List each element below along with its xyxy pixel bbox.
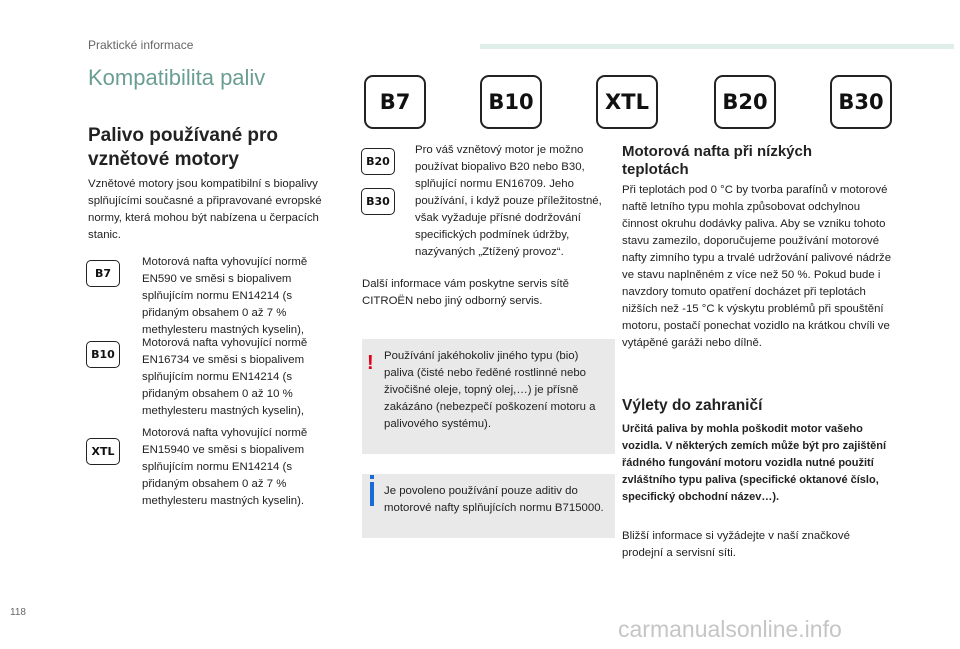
b7-description: Motorová nafta vyhovující normě EN590 ve směsi s biopalivem splňujícím normu EN14214 (s přidaným obsahem 0 až 7 % methylesteru mastných kyselin),: [142, 256, 308, 336]
more-info-text: Další informace vám poskytne servis sítě CITROËN nebo jiný odborný servis.: [362, 278, 570, 307]
page-number: 118: [10, 607, 26, 618]
warning-text: Používání jakéhokoliv jiného typu (bio) paliva (čisté nebo ředěné rostlinné nebo živočišné oleje, topný olej,…) je přísně zakázáno (nebezpečí poškození motoru a palivového systému).: [384, 350, 596, 430]
xtl-description: Motorová nafta vyhovující normě EN15940 ve směsi s biopalivem splňujícím normu EN14214 (s přidaným obsahem 0 až 7 % methylesteru mastných kyselin).: [142, 427, 308, 507]
diesel-intro-text: Vznětové motory jsou kompatibilní s biopalivy splňujícími současné a připravované evropské normy, která mohou být nabízena u čerpacích stanic.: [88, 178, 322, 241]
diesel-fuel-heading: Palivo používané pro vznětové motory: [88, 125, 279, 170]
info-text: Je povoleno používání pouze aditiv do motorové nafty splňujících normu B715000.: [384, 485, 604, 514]
warning-icon: !: [367, 352, 374, 374]
info-icon: [370, 482, 374, 506]
b10-description: Motorová nafta vyhovující normě EN16734 ve směsi s biopalivem splňujícím normu EN14214 (s přidaným obsahem 0 až 10 % methylesteru mastných kyselin),: [142, 337, 308, 417]
section-header: Praktické informace: [88, 38, 194, 52]
page-title: Kompatibilita paliv: [88, 65, 266, 90]
b20-b30-description: Pro váš vznětový motor je možno používat biopalivo B20 nebo B30, splňující normu EN16709. Jeho používání, i když pouze příležitostné, však vyžaduje přísné dodržování specifických podmínek údržby, nazývaných „Ztížený provoz“.: [415, 144, 602, 258]
warning-note: [362, 339, 615, 454]
xtl-fuel-label-icon-large: XTL: [596, 75, 658, 129]
travel-abroad-closing-text: Bližší informace si vyžádejte v naší značkové prodejní a servisní síti.: [622, 530, 850, 559]
b30-fuel-label-icon-large: B30: [830, 75, 892, 129]
info-note: [362, 474, 615, 538]
b7-fuel-label-icon-large: B7: [364, 75, 426, 129]
travel-abroad-heading: Výlety do zahraničí: [622, 397, 763, 414]
b20-fuel-label-icon-large: B20: [714, 75, 776, 129]
b10-fuel-label-icon: B10: [86, 341, 120, 368]
b30-fuel-label-icon: B30: [361, 188, 395, 215]
b20-fuel-label-icon: B20: [361, 148, 395, 175]
b7-fuel-label-icon: B7: [86, 260, 120, 287]
watermark: carmanualsonline.info: [618, 616, 842, 642]
b10-fuel-label-icon-large: B10: [480, 75, 542, 129]
travel-abroad-bold-text: Určitá paliva by mohla poškodit motor vašeho vozidla. V některých zemích může být pro zajištění řádného fungování motoru vozidla nutné použití zvláštního typu paliva (specifické oktanové číslo, specifický obchodní název…).: [622, 423, 887, 503]
header-accent-bar: [480, 44, 954, 49]
low-temperature-heading: Motorová nafta při nízkých teplotách: [622, 143, 813, 178]
low-temperature-text: Při teplotách pod 0 °C by tvorba parafínů v motorové naftě letního typu mohla způsobovat odchylnou činnost okruhu dodávky paliva. Aby se vzniku tohoto stavu zamezilo, doporučujeme používání motorové nafty zimního typu a trvalé udržování palivové nádrže ve stavu naplněném z více než 50 %. Pokud bude i navzdory tomuto opatření docházet při teplotách nižších než -15 °C k výskytu problémů při spouštění motoru, postačí ponechat vozidlo na krátkou chvíli ve vytápěné garáži nebo dílně.: [622, 184, 892, 349]
xtl-fuel-label-icon: XTL: [86, 438, 120, 465]
